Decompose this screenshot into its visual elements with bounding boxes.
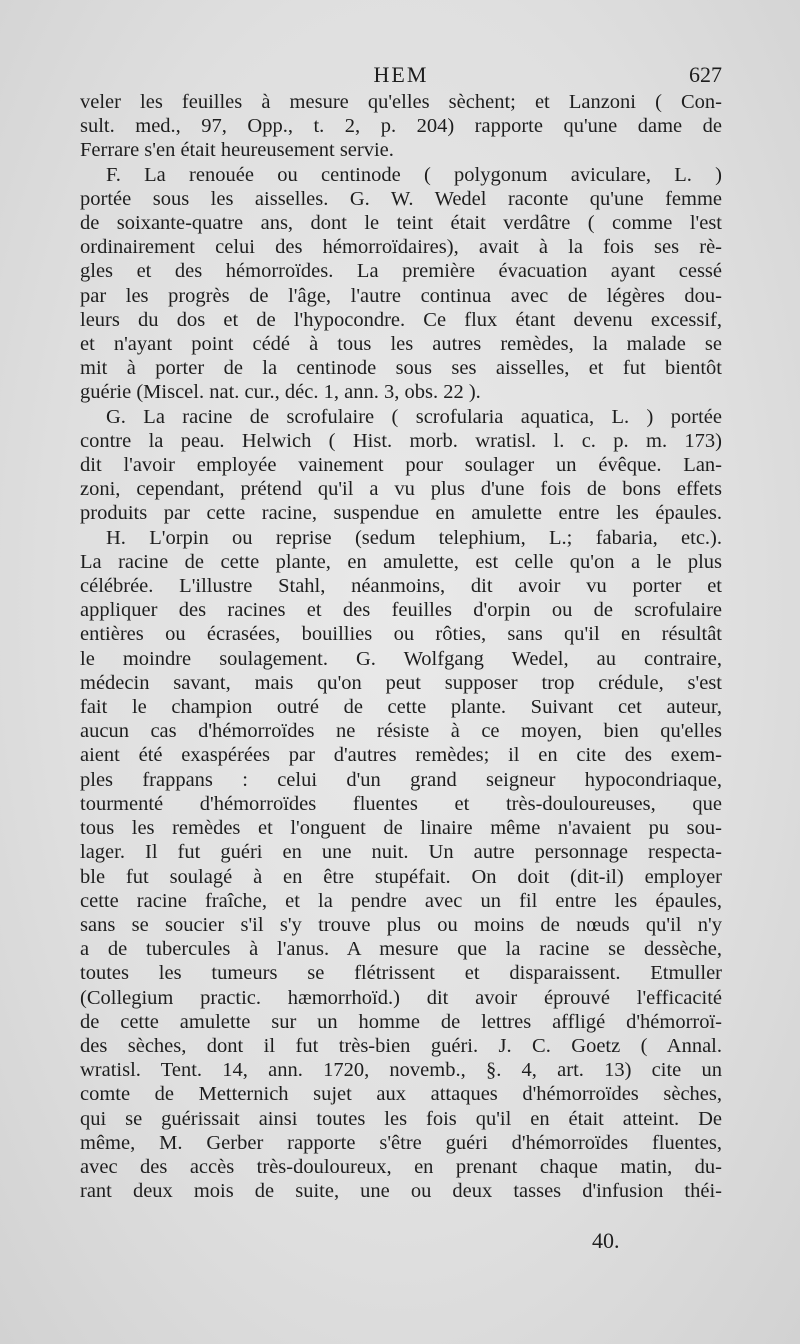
text-line: gles et des hémorroïdes. La première évacuation ayant cessé (80, 260, 722, 283)
text-line: guérie (Miscel. nat. cur., déc. 1, ann. 3, obs. 22 ). (80, 381, 481, 404)
text-line: zoni, cependant, prétend qu'il a vu plus d'une fois de bons effets (80, 478, 722, 501)
text-line: wratisl. Tent. 14, ann. 1720, novemb., §. 4, art. 13) cite un (80, 1059, 722, 1082)
text-line: mit à porter de la centinode sous ses aisselles, et fut bientôt (80, 357, 722, 380)
text-line: fait le champion outré de cette plante. Suivant cet auteur, (80, 696, 722, 719)
text-line: par les progrès de l'âge, l'autre continua avec de légères dou- (80, 284, 722, 307)
text-line: tourmenté d'hémorroïdes fluentes et très-douloureuses, que (80, 792, 722, 815)
text-line: de soixante-quatre ans, dont le teint était verdâtre ( comme l'est (80, 212, 722, 235)
text-line: (Collegium practic. hæmorrhoïd.) dit avoir éprouvé l'efficacité (80, 986, 722, 1009)
text-line: veler les feuilles à mesure qu'elles sèchent; et Lanzoni ( Con- (80, 91, 722, 113)
text-line: Ferrare s'en était heureusement servie. (80, 139, 394, 162)
text-line: ble fut soulagé à en être stupéfait. On doit (dit-il) employer (80, 865, 722, 888)
text-line: lager. Il fut guéri en une nuit. Un autre personnage respecta- (80, 841, 722, 864)
text-line: dit l'avoir employée vainement pour soulager un évêque. Lan- (80, 454, 722, 477)
text-line: des sèches, dont il fut très-bien guéri. J. C. Goetz ( Annal. (80, 1034, 722, 1057)
text-line: médecin savant, mais qu'on peut supposer trop crédule, s'est (80, 671, 722, 694)
text-line: toutes les tumeurs se flétrissent et disparaissent. Etmuller (80, 962, 722, 985)
text-line: entières ou écrasées, bouillies ou rôties, sans qu'il en résultât (80, 623, 722, 646)
text-line: produits par cette racine, suspendue en amulette entre les épaules. (80, 502, 722, 525)
page-header (80, 58, 722, 90)
text-line: sans se soucier s'il s'y trouve plus ou moins de nœuds qu'il n'y (80, 913, 722, 936)
text-line: de cette amulette sur un homme de lettres affligé d'hémorroï- (80, 1010, 722, 1033)
text-line: aucun cas d'hémorroïdes ne résiste à ce moyen, bien qu'elles (80, 720, 722, 743)
text-line: F. La renouée ou centinode ( polygonum aviculare, L. ) (106, 163, 722, 186)
text-line: a de tubercules à l'anus. A mesure que la racine se dessèche, (80, 938, 722, 961)
signature-mark: 40. (592, 1228, 620, 1253)
text-line: qui se guérissait ainsi toutes les fois qu'il en était atteint. De (80, 1107, 722, 1130)
text-line: même, M. Gerber rapporte s'être guéri d'hémorroïdes fluentes, (80, 1131, 722, 1154)
text-line: H. L'orpin ou reprise (sedum telephium, L.; fabaria, etc.). (106, 526, 722, 549)
text-line: avec des accès très-douloureux, en prenant chaque matin, du- (80, 1155, 722, 1178)
text-line: La racine de cette plante, en amulette, est celle qu'on a le plus (80, 550, 722, 573)
text-line: le moindre soulagement. G. Wolfgang Wedel, au contraire, (80, 647, 722, 670)
text-line: appliquer des racines et des feuilles d'orpin ou de scrofulaire (80, 599, 722, 622)
text-line: célébrée. L'illustre Stahl, néanmoins, dit avoir vu porter et (80, 575, 722, 598)
text-line: comte de Metternich sujet aux attaques d'hémorroïdes sèches, (80, 1083, 722, 1106)
text-line: ordinairement celui des hémorroïdaires), avait à la fois ses rè- (80, 236, 722, 259)
text-line: contre la peau. Helwich ( Hist. morb. wratisl. l. c. p. m. 173) (80, 429, 722, 452)
text-line: sult. med., 97, Opp., t. 2, p. 204) rapporte qu'une dame de (80, 115, 722, 138)
text-line: tous les remèdes et l'onguent de linaire même n'avaient pu sou- (80, 817, 722, 840)
page-number: 627 (689, 62, 722, 87)
text-line: G. La racine de scrofulaire ( scrofularia aquatica, L. ) portée (106, 405, 722, 428)
text-line: et n'ayant point cédé à tous les autres remèdes, la malade se (80, 333, 722, 356)
body-text (80, 90, 722, 1203)
text-line: aient été exaspérées par d'autres remèdes; il en cite des exem- (80, 744, 722, 767)
text-line: leurs du dos et de l'hypocondre. Ce flux étant devenu excessif, (80, 308, 722, 331)
text-line: ples frappans : celui d'un grand seigneur hypocondriaque, (80, 768, 722, 791)
text-line: portée sous les aisselles. G. W. Wedel raconte qu'une femme (80, 187, 722, 210)
text-line: rant deux mois de suite, une ou deux tasses d'infusion théi- (80, 1180, 722, 1203)
running-head: HEM (373, 62, 429, 87)
text-line: cette racine fraîche, et la pendre avec un fil entre les épaules, (80, 889, 722, 912)
